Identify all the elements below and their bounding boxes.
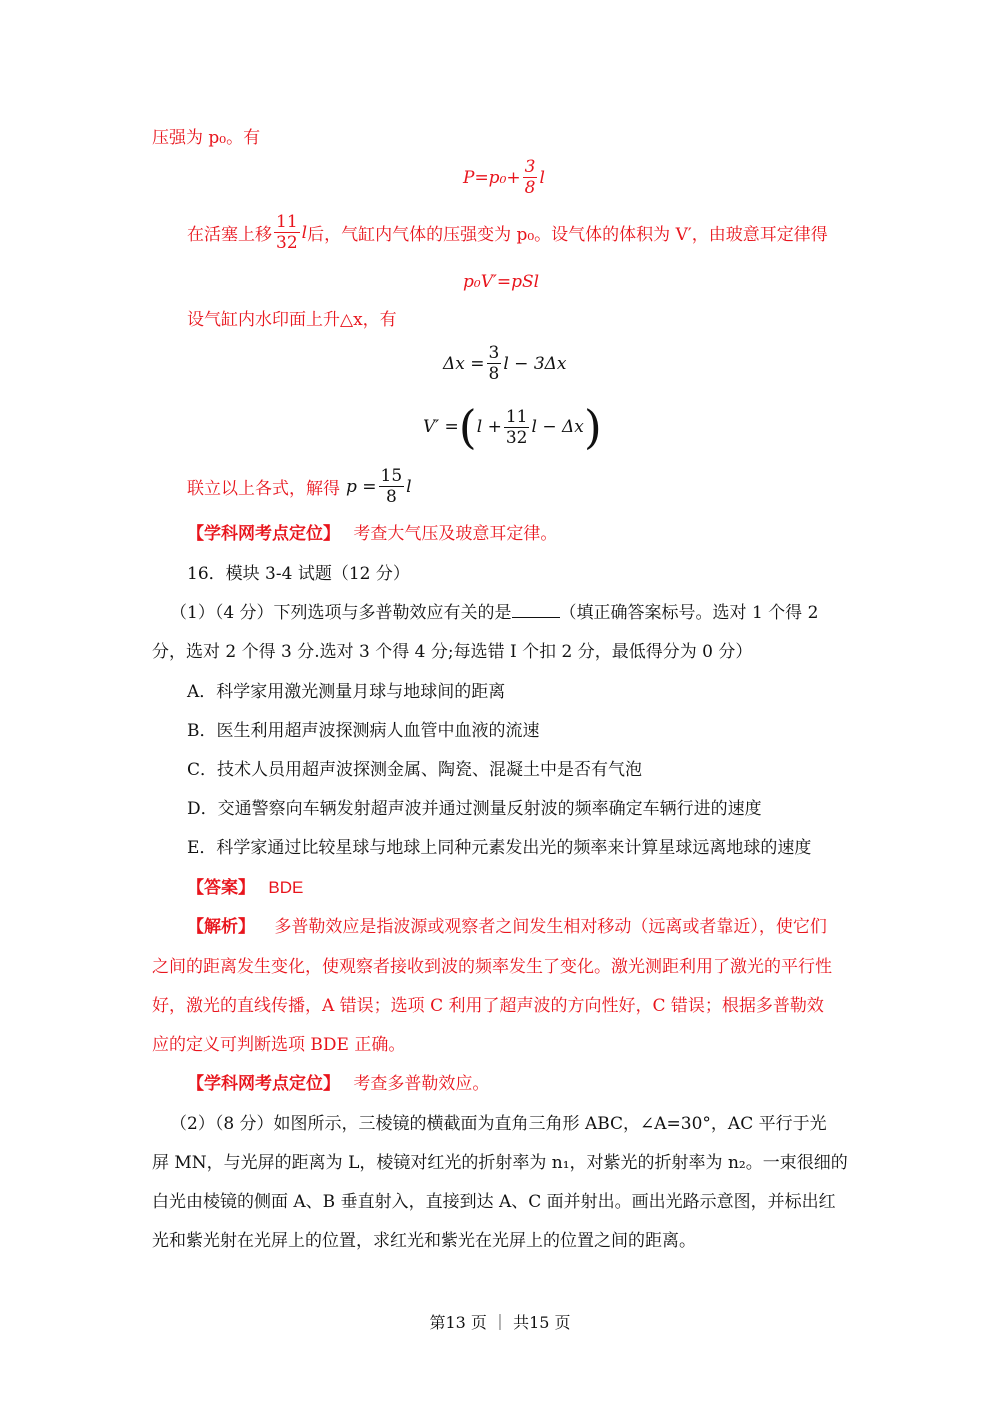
answer-blank: [512, 601, 560, 618]
numerator: 15: [380, 466, 403, 486]
fraction: [504, 407, 530, 448]
question-text: 分，选对 2 个得 3 分.选对 3 个得 4 分;每选错 I 个扣 2 分，最低得分为 0 分）: [152, 642, 753, 662]
numerator: 3: [524, 157, 536, 177]
formula-lhs: Δx =: [443, 353, 485, 374]
option-d: D．交通警察向车辆发射超声波并通过测量反射波的频率确定车辆行进的速度: [187, 799, 762, 819]
numerator: 11: [276, 212, 298, 232]
denominator: 32: [505, 427, 528, 448]
question-heading: 16．模块 3-4 试题（12 分）: [187, 564, 410, 584]
fraction: [379, 466, 405, 507]
formula-boyle: p₀V′=pSl: [463, 272, 540, 292]
formula-tail: l − Δx: [531, 417, 584, 437]
explanation-line: [187, 915, 827, 939]
question-text: [170, 601, 818, 625]
fraction: [487, 343, 502, 384]
explanation-text: 应的定义可判断选项 BDE 正确。: [152, 1035, 406, 1055]
formula-tail: l: [406, 476, 412, 497]
numerator: 3: [488, 343, 500, 363]
key-point-tag: 【学科网考点定位】: [187, 1074, 340, 1094]
left-paren: (: [458, 400, 477, 454]
question-text: 光和紫光射在光屏上的位置，求红光和紫光在光屏上的位置之间的距离。: [152, 1231, 696, 1251]
fraction: [274, 212, 300, 253]
text-line-with-fraction: [187, 212, 828, 253]
formula-lhs: p =: [346, 476, 377, 497]
formula-delta-x: [443, 343, 567, 384]
text-segment: （填正确答案标号。选对 1 个得 2: [559, 603, 819, 623]
answer-value: BDE: [268, 878, 304, 897]
fraction: [523, 157, 538, 198]
text-line: 设气缸内水印面上升△x，有: [187, 310, 397, 330]
denominator: 32: [276, 233, 298, 253]
text-segment: 在活塞上移: [187, 225, 272, 245]
text-segment: 后，气缸内气体的压强变为 p₀。设气体的体积为 V′，由玻意耳定律得: [307, 225, 828, 245]
key-point-line: [187, 1072, 489, 1096]
key-point-text: 考查大气压及玻意耳定律。: [353, 524, 558, 544]
text-segment: （1）（4 分）下列选项与多普勒效应有关的是: [170, 603, 512, 623]
option-c: C．技术人员用超声波探测金属、陶瓷、混凝土中是否有气泡: [187, 760, 643, 780]
option-a: A．科学家用激光测量月球与地球间的距离: [187, 682, 506, 702]
formula-term: l +: [476, 417, 502, 437]
denominator: 8: [488, 364, 500, 384]
text-segment: 联立以上各式，解得: [187, 479, 340, 499]
explanation-text: 好，激光的直线传播，A 错误；选项 C 利用了超声波的方向性好，C 错误；根据多普勒效: [152, 996, 824, 1016]
question-text: 屏 MN，与光屏的距离为 L，棱镜对红光的折射率为 n₁，对紫光的折射率为 n₂。一束很细的: [152, 1153, 848, 1173]
option-b: B．医生利用超声波探测病人血管中血液的流速: [187, 721, 540, 741]
explanation-tag: 【解析】: [187, 917, 255, 937]
numerator: 11: [505, 406, 528, 427]
answer-line: [187, 876, 303, 900]
denominator: 8: [524, 178, 536, 198]
formula-tail: l: [301, 222, 308, 243]
key-point-text: 考查多普勒效应。: [353, 1074, 490, 1094]
formula-volume: [423, 400, 602, 454]
key-point-line: [187, 522, 557, 546]
formula-lhs: V′ =: [423, 417, 459, 437]
right-paren: ): [583, 400, 602, 454]
formula-pressure: [463, 157, 545, 198]
formula-tail: l: [539, 167, 545, 188]
page-footer: 第13 页 ｜ 共15 页: [429, 1313, 571, 1332]
answer-tag: 【答案】: [187, 878, 255, 898]
text-line: 压强为 p₀。有: [152, 128, 261, 148]
denominator: 8: [385, 487, 397, 507]
formula-tail: l − 3Δx: [503, 353, 567, 374]
formula-lhs: P=p₀+: [463, 167, 521, 188]
question-text: （2）（8 分）如图所示，三棱镜的横截面为直角三角形 ABC，∠A=30°，AC 平行于光: [170, 1114, 827, 1134]
explanation-text: 多普勒效应是指波源或观察者之间发生相对移动（远离或者靠近），使它们: [274, 917, 827, 937]
text-line-with-fraction: [187, 466, 412, 507]
key-point-tag: 【学科网考点定位】: [187, 524, 340, 544]
question-text: 白光由棱镜的侧面 A、B 垂直射入，直接到达 A、C 面并射出。画出光路示意图，并标出红: [152, 1192, 836, 1212]
explanation-text: 之间的距离发生变化，使观察者接收到波的频率发生了变化。激光测距利用了激光的平行性: [152, 957, 832, 977]
option-e: E．科学家通过比较星球与地球上同种元素发出光的频率来计算星球远离地球的速度: [187, 838, 812, 858]
